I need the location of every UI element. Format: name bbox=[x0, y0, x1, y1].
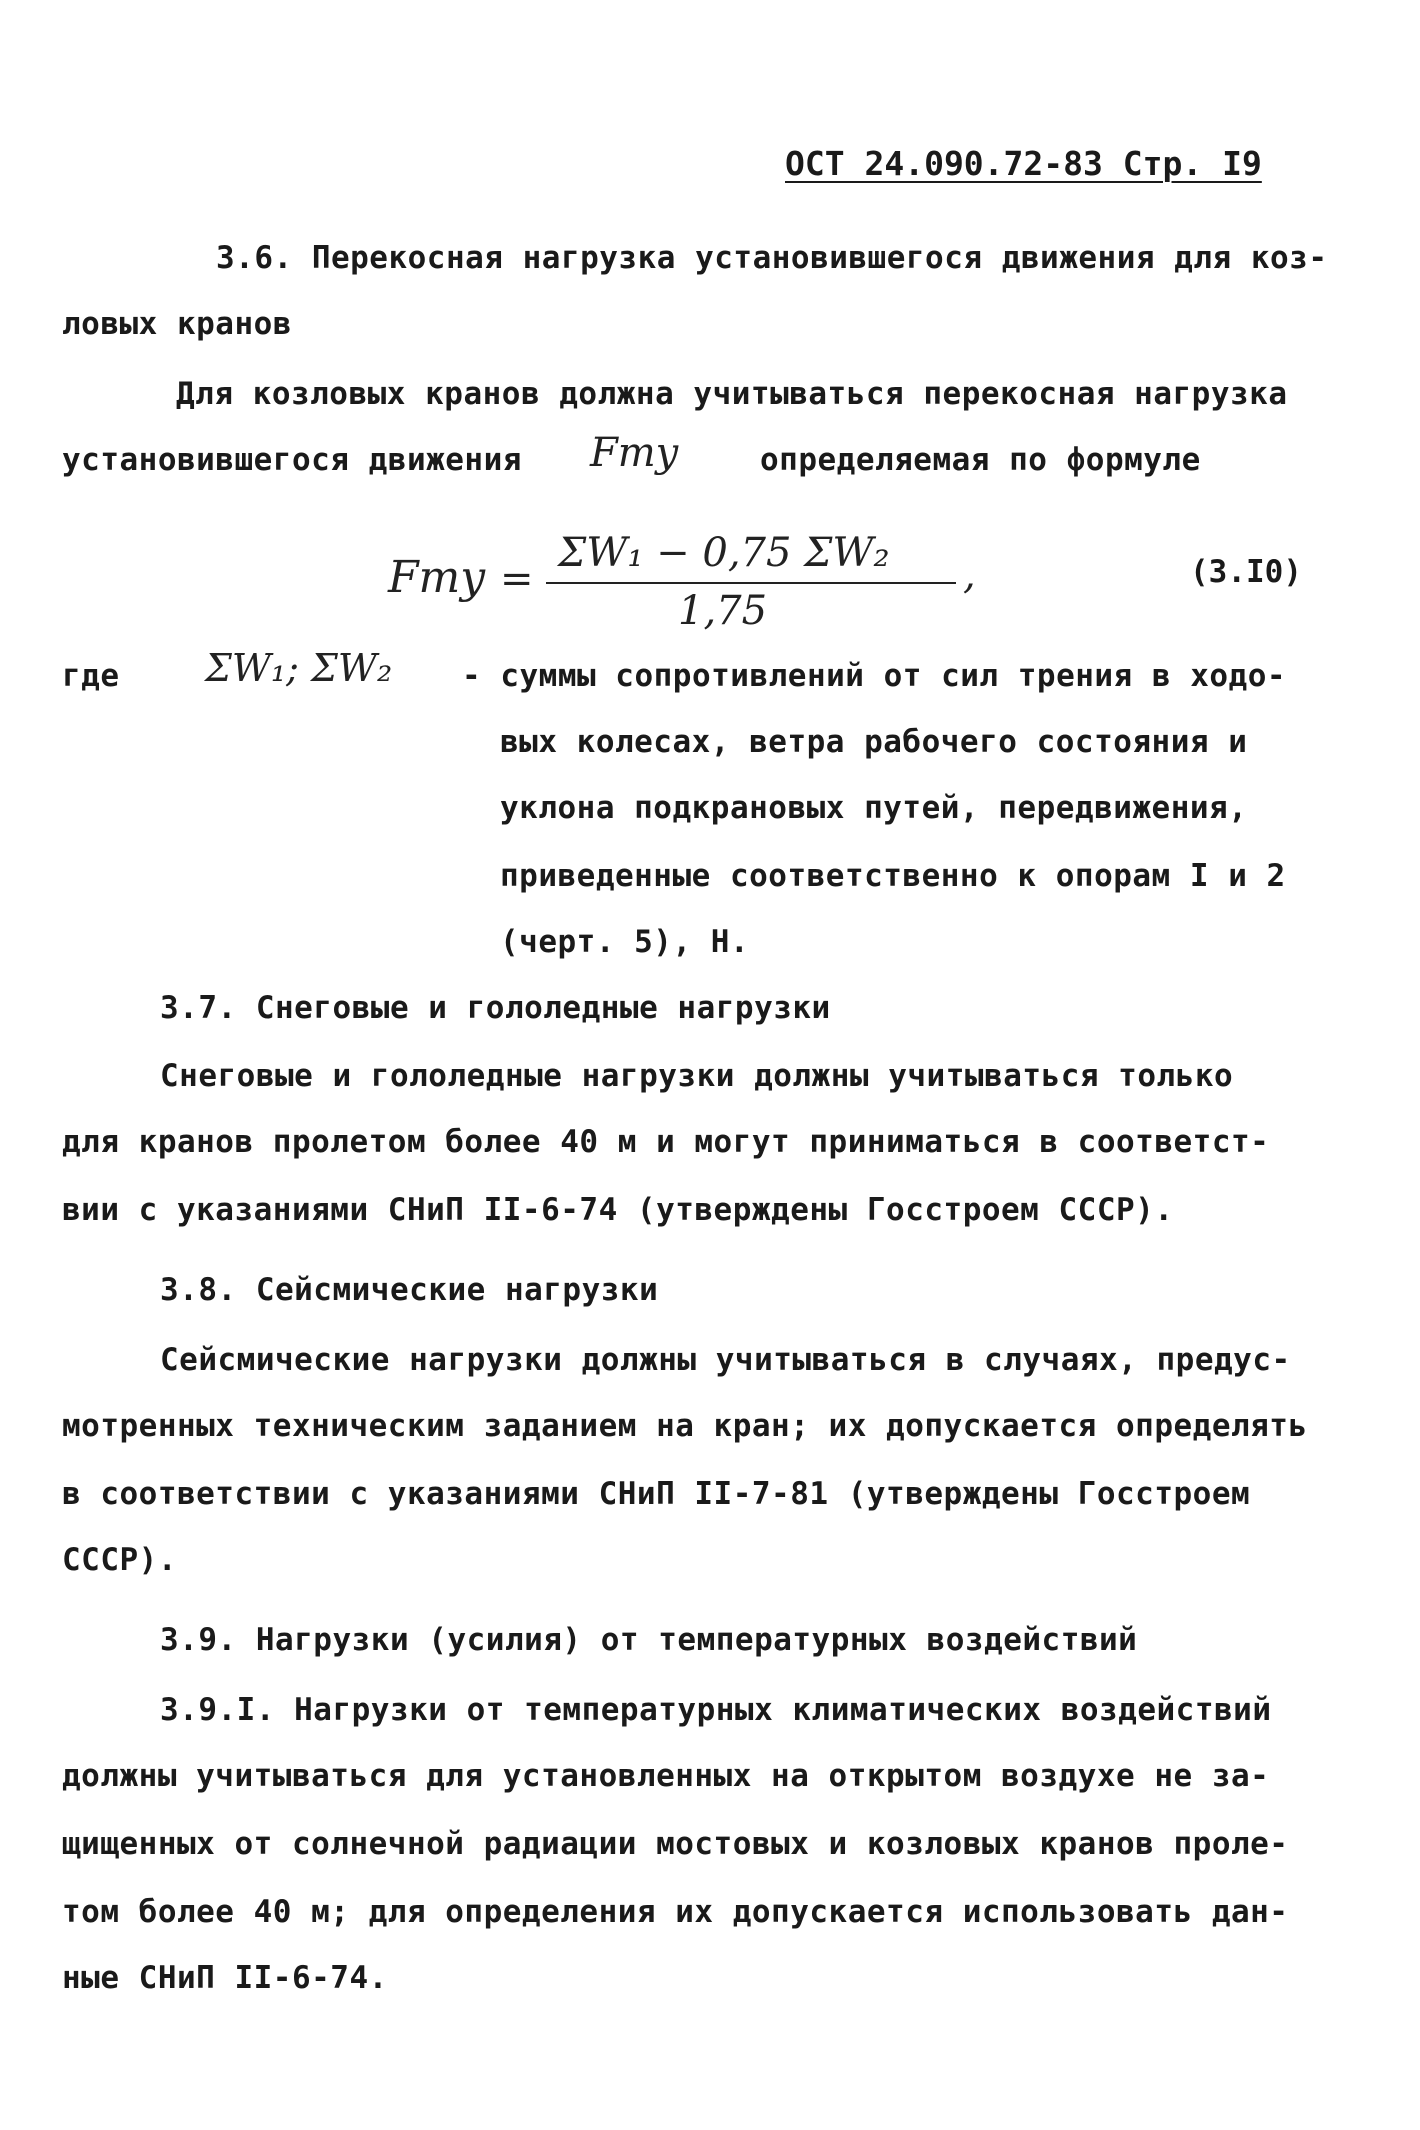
text-line: том более 40 м; для определения их допускается использовать дан- bbox=[62, 1894, 1289, 1930]
text-line: уклона подкрановых путей, передвижения, bbox=[500, 790, 1248, 826]
page-header: ОСТ 24.090.72-83 Стр. I9 bbox=[785, 144, 1262, 183]
text-line: для кранов пролетом более 40 м и могут приниматься в соответст- bbox=[62, 1124, 1270, 1160]
formula-denominator: 1,75 bbox=[678, 588, 768, 634]
text-line: где bbox=[62, 658, 120, 694]
text-line: ные СНиП II-6-74. bbox=[62, 1960, 388, 1996]
formula-comma: , bbox=[963, 552, 976, 598]
symbol-f-ty: Fту bbox=[590, 430, 679, 476]
formula-lhs: Fту bbox=[388, 552, 486, 603]
text-line: ловых кранов bbox=[62, 306, 292, 342]
text-line: вых колесах, ветра рабочего состояния и bbox=[500, 724, 1248, 760]
text-line: 3.9.I. Нагрузки от температурных климатических воздействий bbox=[160, 1692, 1272, 1728]
text-line: 3.6. Перекосная нагрузка установившегося движения для коз- bbox=[216, 240, 1328, 276]
text-line: - суммы сопротивлений от сил трения в ходо- bbox=[462, 658, 1287, 694]
where-symbols: ΣW₁; ΣW₂ bbox=[205, 646, 393, 690]
formula-3-10 bbox=[388, 530, 988, 640]
equation-number: (3.I0) bbox=[1190, 554, 1302, 590]
text-line: (черт. 5), Н. bbox=[500, 924, 750, 960]
section-heading: 3.7. Снеговые и гололедные нагрузки bbox=[160, 990, 831, 1026]
text-line: должны учитываться для установленных на открытом воздухе не за- bbox=[62, 1758, 1270, 1794]
text-line: мотренных техническим заданием на кран; их допускается определять bbox=[62, 1408, 1308, 1444]
fraction-bar bbox=[546, 582, 956, 584]
text-line: щищенных от солнечной радиации мостовых и козловых кранов проле- bbox=[62, 1826, 1289, 1862]
text-line: Снеговые и гололедные нагрузки должны учитываться только bbox=[160, 1058, 1234, 1094]
text-line: Для козловых кранов должна учитываться перекосная нагрузка bbox=[176, 376, 1288, 412]
text-line: Сейсмические нагрузки должны учитываться в случаях, предус- bbox=[160, 1342, 1291, 1378]
text-line: установившегося движения bbox=[62, 442, 522, 478]
text-line: приведенные соответственно к опорам I и 2 bbox=[500, 858, 1286, 894]
text-line: вии с указаниями СНиП II-6-74 (утверждены Госстроем СССР). bbox=[62, 1192, 1174, 1228]
section-heading: 3.8. Сейсмические нагрузки bbox=[160, 1272, 659, 1308]
formula-numerator: ΣW₁ − 0,75 ΣW₂ bbox=[558, 530, 890, 576]
section-heading: 3.9. Нагрузки (усилия) от температурных воздействий bbox=[160, 1622, 1138, 1658]
formula-equals: = bbox=[500, 556, 534, 602]
text-line: СССР). bbox=[62, 1542, 177, 1578]
text-line: определяемая по формуле bbox=[760, 442, 1201, 478]
text-line: в соответствии с указаниями СНиП II-7-81 (утверждены Госстроем bbox=[62, 1476, 1251, 1512]
